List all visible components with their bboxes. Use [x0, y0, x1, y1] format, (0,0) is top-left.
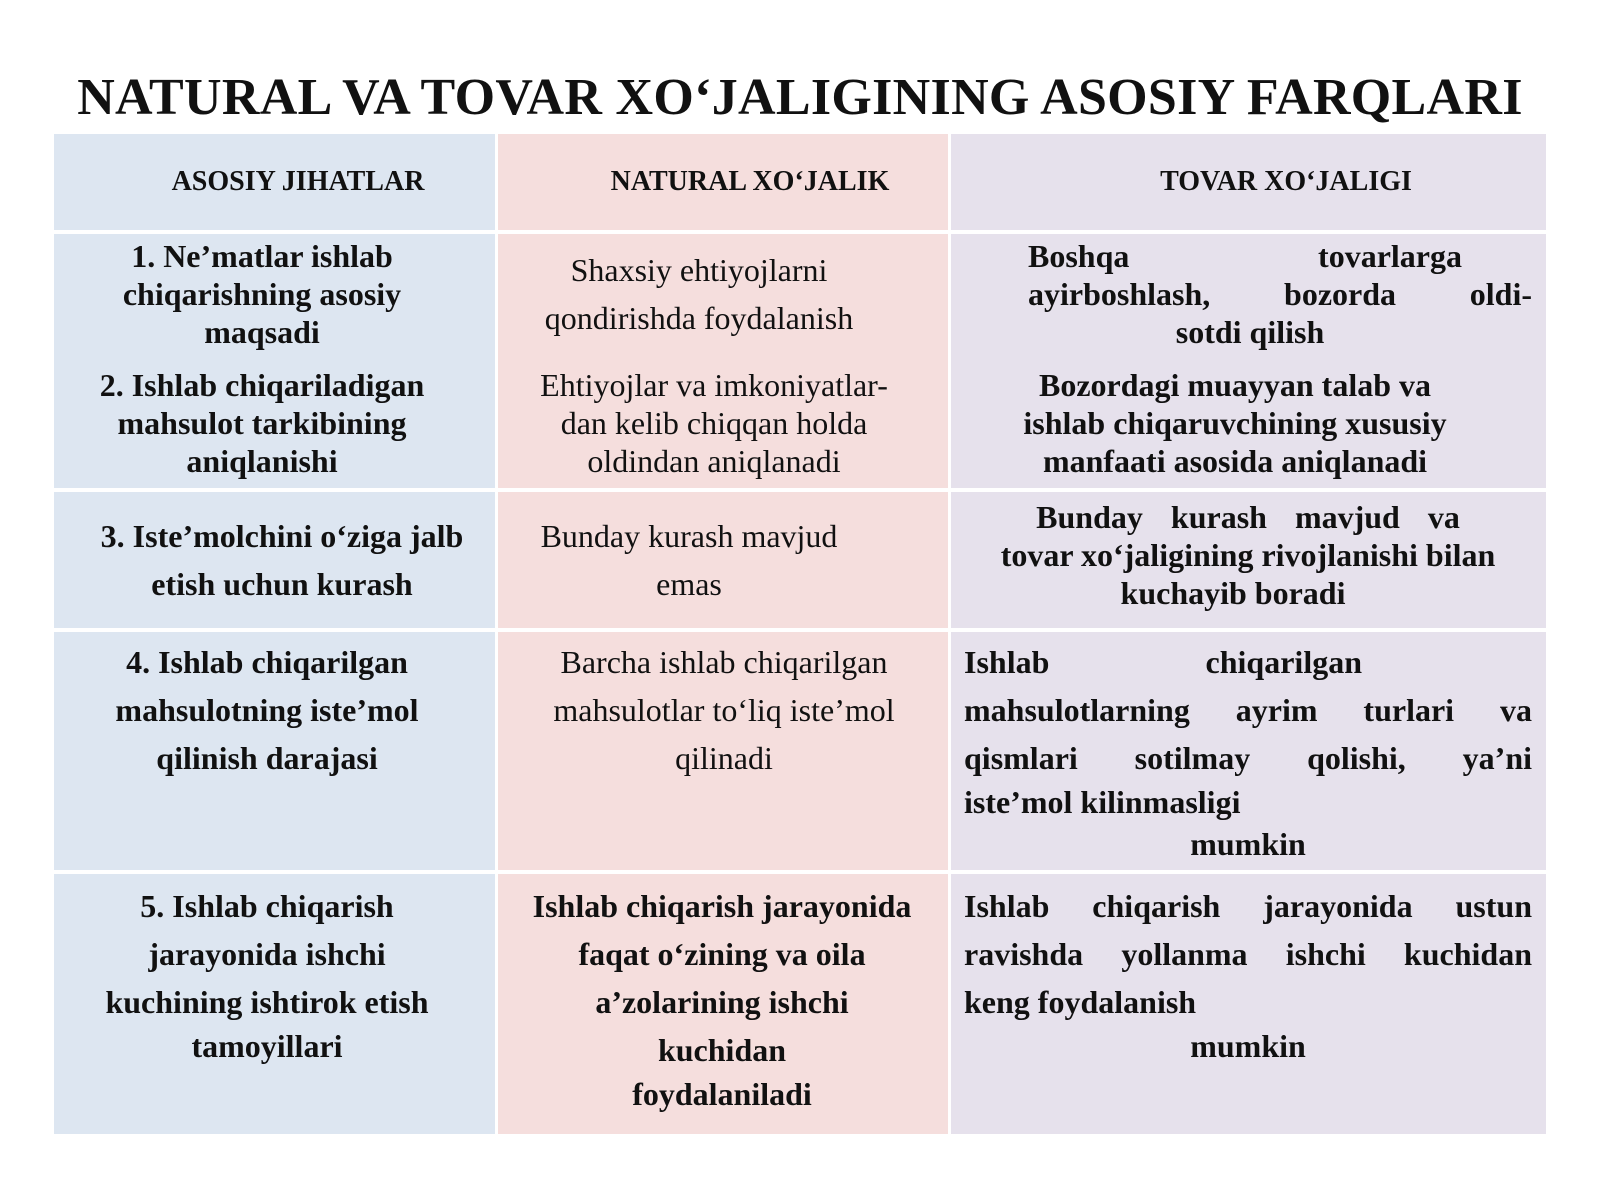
row5-tovar-line: Ishlab chiqarish jarayonida ustun [964, 888, 1532, 924]
row1-tovar [950, 230, 1546, 358]
row5-tovar-line: ravishda yollanma ishchi kuchidan [964, 936, 1532, 972]
row5-aspect-line: kuchining ishtirok etish [105, 984, 429, 1020]
row5-natural-line: Ishlab chiqarish jarayonida [532, 888, 912, 924]
row5-aspect [54, 874, 496, 1134]
row2-aspect-line: mahsulot tarkibining [117, 405, 407, 441]
row1-tovar-line: ayirboshlash, bozorda oldi- [1028, 276, 1532, 312]
row1-aspect-line: maqsadi [204, 314, 320, 350]
row5-natural [496, 874, 948, 1134]
row2-aspect [54, 358, 496, 488]
row4-tovar-line: Ishlab chiqarilgan [964, 644, 1362, 680]
row2-aspect-line: aniqlanishi [186, 443, 338, 479]
row1-tovar-line: Boshqa tovarlarga [1028, 238, 1462, 274]
row3-natural-line: emas [656, 566, 722, 602]
comparison-table [54, 134, 1546, 1134]
row3-natural-line: Bunday kurash mavjud [540, 518, 838, 554]
row2-tovar [950, 358, 1546, 488]
row1-aspect-line: chiqarishning asosiy [122, 276, 402, 312]
row1-natural [496, 230, 948, 358]
row5-aspect-line: tamoyillari [191, 1028, 343, 1064]
row1-tovar-line: sotdi qilish [1175, 314, 1325, 350]
row2-natural-line: Ehtiyojlar va imkoniyatlar- [540, 367, 888, 403]
row4-tovar-line: iste’mol kilinmasligi [964, 784, 1241, 820]
row4-aspect-line: mahsulotning iste’mol [115, 692, 419, 728]
row4-aspect [54, 632, 496, 870]
row1-natural-line: Shaxsiy ehtiyojlarni [570, 252, 828, 288]
row5-natural-line: faqat o‘zining va oila [578, 936, 866, 972]
header-tovar [950, 134, 1546, 230]
header-natural-label: NATURAL XO‘JALIK [610, 166, 890, 197]
header-aspects-label: ASOSIY JIHATLAR [171, 166, 425, 197]
row4-tovar-line: qismlari sotilmay qolishi, ya’ni [964, 740, 1532, 776]
row3-aspect-line: etish uchun kurash [151, 566, 413, 602]
row3-tovar-line: Bunday kurash mavjud va [1036, 499, 1460, 535]
row4-natural-line: qilinadi [675, 740, 773, 776]
row3-aspect [54, 492, 496, 628]
row2-aspect-line: 2. Ishlab chiqariladigan [99, 367, 425, 403]
row4-tovar [950, 632, 1546, 870]
header-tovar-label: TOVAR XO‘JALIGI [1160, 166, 1412, 197]
row4-aspect-line: qilinish darajasi [156, 740, 378, 776]
row3-aspect-line: 3. Iste’molchini o‘ziga jalb [100, 518, 464, 554]
row2-tovar-line: ishlab chiqaruvchining xususiy [1023, 405, 1447, 441]
row5-aspect-line: 5. Ishlab chiqarish [140, 888, 394, 924]
row4-tovar-line: mumkin [1190, 826, 1306, 862]
row3-tovar-line: kuchayib boradi [1120, 575, 1346, 611]
row1-natural-line: qondirishda foydalanish [544, 300, 854, 336]
row1-aspect-line: 1. Ne’matlar ishlab [131, 238, 393, 274]
row4-aspect-line: 4. Ishlab chiqarilgan [126, 644, 408, 680]
row4-natural [496, 632, 948, 870]
row3-natural [496, 492, 948, 628]
row4-tovar-line: mahsulotlarning ayrim turlari va [964, 692, 1532, 728]
row2-natural-line: dan kelib chiqqan holda [560, 405, 868, 441]
row5-natural-line: a’zolarining ishchi [595, 984, 849, 1020]
row5-tovar-line: mumkin [1190, 1028, 1306, 1064]
row3-tovar-line: tovar xo‘jaligining rivojlanishi bilan [1000, 537, 1496, 573]
row2-tovar-line: manfaati asosida aniqlanadi [1042, 443, 1428, 479]
row5-tovar [950, 874, 1546, 1134]
row5-aspect-line: jarayonida ishchi [148, 936, 386, 972]
row1-aspect [54, 230, 496, 358]
row5-natural-line: kuchidan [657, 1032, 787, 1068]
row5-natural-line: foydalaniladi [632, 1076, 812, 1112]
header-natural [496, 134, 948, 230]
header-aspects [54, 134, 496, 230]
row2-natural-line: oldindan aniqlanadi [587, 443, 841, 479]
row3-tovar [950, 492, 1546, 628]
row4-natural-line: Barcha ishlab chiqarilgan [560, 644, 888, 680]
row2-natural [496, 358, 948, 488]
page-title: NATURAL VA TOVAR XO‘JALIGINING ASOSIY FARQLARI [77, 69, 1523, 126]
row2-tovar-line: Bozordagi muayyan talab va [1038, 367, 1432, 403]
row4-natural-line: mahsulotlar to‘liq iste’mol [553, 692, 895, 728]
row5-tovar-line: keng foydalanish [964, 984, 1197, 1020]
